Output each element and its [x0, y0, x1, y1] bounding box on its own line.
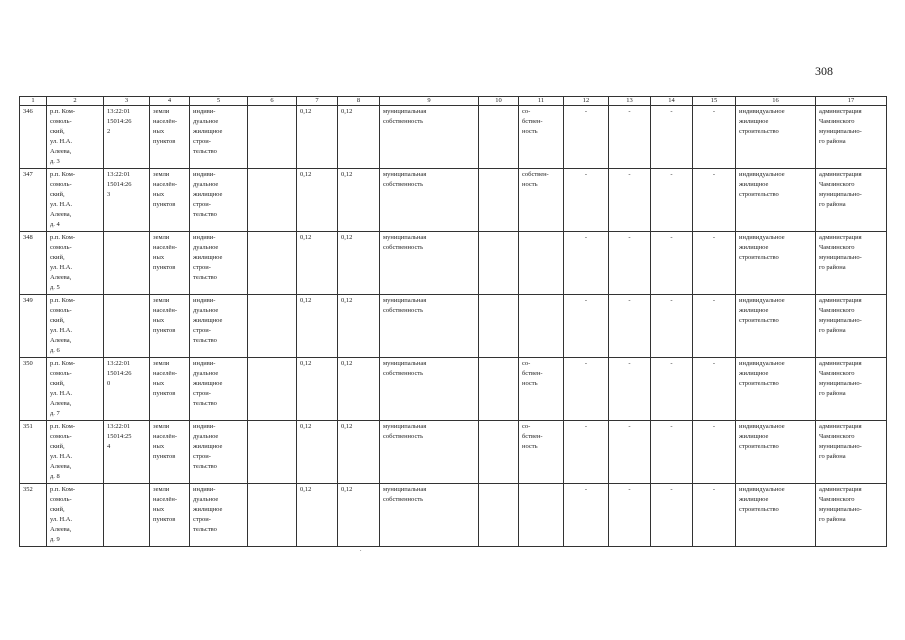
table-cell: 0,12	[297, 358, 338, 421]
table-cell: администрация Чамзинского муниципально- го района	[816, 358, 887, 421]
table-cell: 0,12	[297, 232, 338, 295]
table-cell: индивидуальное жилищное строительство	[736, 232, 816, 295]
table-cell: земли населён- ных пунктов	[150, 358, 190, 421]
table-cell	[248, 106, 297, 169]
table-cell	[248, 421, 297, 484]
table-cell: -	[564, 421, 609, 484]
table-cell: индивидуальное жилищное строительство	[736, 106, 816, 169]
table-cell: 13:22:01 15014:26 3	[104, 169, 150, 232]
column-header: 9	[380, 97, 479, 106]
table-cell: администрация Чамзинского муниципально- го района	[816, 106, 887, 169]
column-header: 2	[47, 97, 104, 106]
table-cell: -	[651, 232, 693, 295]
table-cell	[248, 484, 297, 547]
table-cell: муниципальная собственность	[380, 484, 479, 547]
table-cell: -	[693, 232, 736, 295]
table-cell	[519, 295, 564, 358]
column-header: 14	[651, 97, 693, 106]
table-cell: администрация Чамзинского муниципально- го района	[816, 484, 887, 547]
table-cell: 0,12	[297, 484, 338, 547]
table-cell: 0,12	[338, 232, 380, 295]
column-header: 10	[479, 97, 519, 106]
land-registry-table	[19, 96, 887, 547]
table-row	[20, 484, 887, 547]
table-cell: администрация Чамзинского муниципально- го района	[816, 232, 887, 295]
table-cell: -	[564, 169, 609, 232]
table-cell	[248, 358, 297, 421]
table-cell: со- бствен- ность	[519, 106, 564, 169]
column-header: 15	[693, 97, 736, 106]
table-cell: 0,12	[338, 421, 380, 484]
table-cell: -	[609, 232, 651, 295]
table-cell: р.п. Ком- сомоль- ский, ул. Н.А. Алеева, д. 5	[47, 232, 104, 295]
table-cell: р.п. Ком- сомоль- ский, ул. Н.А. Алеева, д. 4	[47, 169, 104, 232]
column-header: 13	[609, 97, 651, 106]
table-cell: 13:22:01 15014:26 0	[104, 358, 150, 421]
table-cell: 0,12	[297, 295, 338, 358]
table-cell: -	[564, 358, 609, 421]
table-cell	[479, 169, 519, 232]
table-row	[20, 106, 887, 169]
table-cell: администрация Чамзинского муниципально- го района	[816, 295, 887, 358]
table-row	[20, 232, 887, 295]
table-cell: -	[693, 484, 736, 547]
table-cell: администрация Чамзинского муниципально- го района	[816, 169, 887, 232]
table-cell: -	[693, 106, 736, 169]
table-cell: -	[609, 106, 651, 169]
table-cell	[248, 169, 297, 232]
table-cell: -	[693, 169, 736, 232]
table-cell: 0,12	[297, 106, 338, 169]
table-cell: 348	[20, 232, 47, 295]
table-cell: муниципальная собственность	[380, 169, 479, 232]
table-cell: земли населён- ных пунктов	[150, 106, 190, 169]
column-header: 5	[190, 97, 248, 106]
table-cell: индиви- дуальное жилищное строи- тельство	[190, 295, 248, 358]
table-cell: р.п. Ком- сомоль- ский, ул. Н.А. Алеева, д. 7	[47, 358, 104, 421]
table-cell: 0,12	[297, 169, 338, 232]
column-number-row	[20, 97, 887, 106]
table-cell: -	[651, 295, 693, 358]
table-cell	[479, 421, 519, 484]
table-cell: -	[693, 358, 736, 421]
table-cell: -	[564, 106, 609, 169]
table-cell	[248, 232, 297, 295]
table-cell: 350	[20, 358, 47, 421]
column-header: 4	[150, 97, 190, 106]
table-row	[20, 358, 887, 421]
table-cell: 13:22:01 15014:26 2	[104, 106, 150, 169]
table-cell: 0,12	[338, 169, 380, 232]
table-cell	[104, 232, 150, 295]
table-cell: -	[564, 295, 609, 358]
table-cell: муниципальная собственность	[380, 421, 479, 484]
table-cell: 349	[20, 295, 47, 358]
table-cell: земли населён- ных пунктов	[150, 169, 190, 232]
column-header: 17	[816, 97, 887, 106]
table-row	[20, 421, 887, 484]
table-cell: земли населён- ных пунктов	[150, 295, 190, 358]
table-cell	[479, 232, 519, 295]
table-cell: индиви- дуальное жилищное строи- тельство	[190, 106, 248, 169]
table-cell: 0,12	[338, 484, 380, 547]
table-cell: индиви- дуальное жилищное строи- тельство	[190, 232, 248, 295]
table-cell: 0,12	[338, 106, 380, 169]
table-cell: -	[651, 421, 693, 484]
table-cell	[479, 484, 519, 547]
table-cell: индиви- дуальное жилищное строи- тельство	[190, 169, 248, 232]
table-cell	[479, 358, 519, 421]
table-cell: 0,12	[338, 358, 380, 421]
column-header: 6	[248, 97, 297, 106]
table-cell: индивидуальное жилищное строительство	[736, 169, 816, 232]
table-cell: 13:22:01 15014:25 4	[104, 421, 150, 484]
table-cell: земли населён- ных пунктов	[150, 232, 190, 295]
table-cell: р.п. Ком- сомоль- ский, ул. Н.А. Алеева, д. 8	[47, 421, 104, 484]
table-cell: -	[693, 295, 736, 358]
table-cell: -	[564, 484, 609, 547]
table-cell: муниципальная собственность	[380, 295, 479, 358]
table-cell: -	[564, 232, 609, 295]
table-cell: -	[609, 358, 651, 421]
table-cell: р.п. Ком- сомоль- ский, ул. Н.А. Алеева, д. 9	[47, 484, 104, 547]
table-cell: -	[609, 484, 651, 547]
table-cell: -	[651, 484, 693, 547]
table-cell: муниципальная собственность	[380, 232, 479, 295]
table-cell: собствен- ность	[519, 169, 564, 232]
table-cell: земли населён- ных пунктов	[150, 421, 190, 484]
column-header: 3	[104, 97, 150, 106]
table-cell: -	[651, 106, 693, 169]
table-cell: 346	[20, 106, 47, 169]
table-cell	[248, 295, 297, 358]
table-cell: -	[609, 421, 651, 484]
table-cell: индиви- дуальное жилищное строи- тельство	[190, 421, 248, 484]
table-cell	[104, 295, 150, 358]
table-body	[20, 106, 887, 547]
table-cell: земли населён- ных пунктов	[150, 484, 190, 547]
table-cell: со- бствен- ность	[519, 421, 564, 484]
table-cell	[479, 106, 519, 169]
table-cell: индивидуальное жилищное строительство	[736, 295, 816, 358]
table-cell	[479, 295, 519, 358]
column-header: 12	[564, 97, 609, 106]
table-cell: индиви- дуальное жилищное строи- тельство	[190, 484, 248, 547]
column-header: 7	[297, 97, 338, 106]
column-header: 11	[519, 97, 564, 106]
page-number: 308	[815, 64, 833, 78]
table-cell	[104, 484, 150, 547]
table-cell	[519, 484, 564, 547]
table-cell: 0,12	[338, 295, 380, 358]
table-row	[20, 169, 887, 232]
stray-mark: .	[360, 547, 362, 553]
table-cell: -	[651, 169, 693, 232]
table-cell: -	[693, 421, 736, 484]
table-cell: муниципальная собственность	[380, 106, 479, 169]
table-cell: 347	[20, 169, 47, 232]
table-cell: 0,12	[297, 421, 338, 484]
column-header: 1	[20, 97, 47, 106]
table-cell: индивидуальное жилищное строительство	[736, 421, 816, 484]
table-cell: 351	[20, 421, 47, 484]
table-cell: администрация Чамзинского муниципально- го района	[816, 421, 887, 484]
table-cell: индивидуальное жилищное строительство	[736, 484, 816, 547]
column-header: 8	[338, 97, 380, 106]
table-cell: р.п. Ком- сомоль- ский, ул. Н.А. Алеева, д. 3	[47, 106, 104, 169]
column-header: 16	[736, 97, 816, 106]
table-cell: муниципальная собственность	[380, 358, 479, 421]
table-cell	[519, 232, 564, 295]
table-cell: -	[609, 169, 651, 232]
table-cell: -	[651, 358, 693, 421]
table-cell: индивидуальное жилищное строительство	[736, 358, 816, 421]
table-cell: со- бствен- ность	[519, 358, 564, 421]
table-cell: индиви- дуальное жилищное строи- тельство	[190, 358, 248, 421]
table-cell: р.п. Ком- сомоль- ский, ул. Н.А. Алеева, д. 6	[47, 295, 104, 358]
table-cell: -	[609, 295, 651, 358]
table-row	[20, 295, 887, 358]
table-cell: 352	[20, 484, 47, 547]
